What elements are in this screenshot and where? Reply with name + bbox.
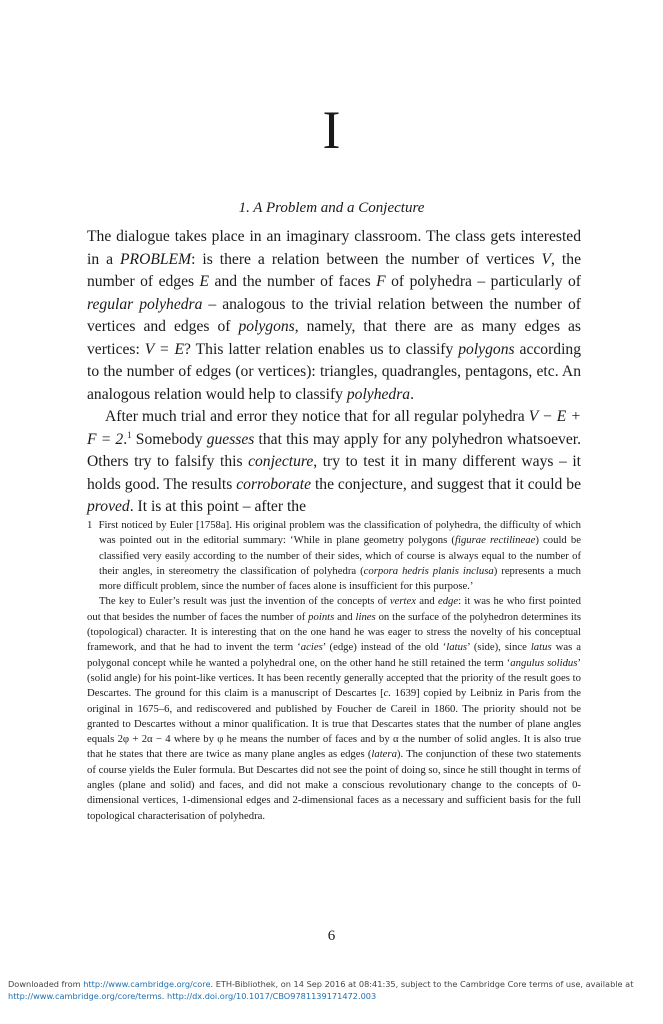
- latin-term: figurae rectilineae: [455, 534, 536, 547]
- page-number: 6: [327, 928, 336, 944]
- emphasis: PROBLEM: [120, 250, 192, 268]
- text: .: [123, 430, 128, 448]
- emphasis: edge: [437, 595, 459, 608]
- latin-term: latus: [446, 641, 468, 654]
- text: that this may apply for any polyhedron whatsoever. Others try to falsify this: [87, 430, 581, 470]
- text: was a polygonal concept while he wanted a polyhedral one, on the other hand he still retained the term ‘: [87, 641, 581, 669]
- text: The key to Euler’s result was just the invention of the concepts of: [99, 595, 390, 608]
- latin-term: latus: [530, 641, 552, 654]
- cambridge-core-link[interactable]: http://www.cambridge.org/core: [83, 979, 211, 989]
- chapter-number: I: [322, 100, 341, 160]
- text: ’ (solid angle) for his point-like vertices. It has been recently generally accepted that the priority of the result goes to Descartes. The ground for this claim is a manuscript of Descartes [: [87, 656, 581, 700]
- text: according to the number of edges (or vertices): triangles, quadrangles, pentagons, etc. An analogous relation would help to classify: [87, 340, 582, 403]
- emphasis: c.: [383, 687, 392, 700]
- emphasis: polygons: [458, 340, 515, 358]
- download-notice: [8, 978, 658, 1002]
- text: and: [416, 595, 438, 608]
- footnote-reference[interactable]: 1: [127, 429, 132, 440]
- emphasis: vertex: [389, 595, 417, 608]
- text: ’ (side), since: [467, 641, 531, 654]
- variable: F: [376, 273, 386, 290]
- emphasis: guesses: [206, 430, 255, 448]
- emphasis: regular polyhedra: [87, 295, 203, 313]
- text: .: [410, 385, 414, 403]
- text: ? This latter relation enables us to classify: [184, 340, 459, 358]
- paragraph-2: [87, 406, 581, 519]
- latin-term: acies: [300, 641, 323, 654]
- text: and the number of faces: [209, 273, 377, 290]
- variable: E: [199, 273, 210, 290]
- text: ) could be classified very easily according to the number of their sides, which of course is always equal to the number of their angles, in stereometry the classification of polyhedra (: [99, 534, 581, 577]
- text: the conjecture, and suggest that it could be: [311, 475, 581, 493]
- text: : is there a relation between the number of vertices: [191, 250, 542, 268]
- section-title: 1. A Problem and a Conjecture: [238, 200, 425, 216]
- text: The dialogue takes place in an imaginary classroom. The class gets interested in a: [87, 228, 581, 268]
- latin-term: angulus solidus: [510, 656, 578, 669]
- emphasis: points: [308, 610, 335, 623]
- emphasis: polygons: [238, 318, 295, 335]
- text: ). The conjunction of these two statements of course yields the Euler formula. But Descartes did not see the point of doing so, since he still thought in terms of angles (plane and solid) and faces, and did not make a conscious revolutionary change to the concepts of 0-dimensional vertices, 1-dimensional edges and 2-dimensional faces as a necessary and sufficient basis for the full topological characterisation of polyhedra.: [87, 748, 581, 822]
- text: : it was he who first pointed out that besides the number of faces the number of: [87, 595, 582, 623]
- text: ) represents a much more difficult problem, since the number of faces alone is insufficient for this purpose.’: [99, 564, 581, 593]
- text: First noticed by Euler [1758a]. His original problem was the classification of polyhedra, the difficulty of which was pointed out in the editorial summary: ‘While in plane geometry polygons (: [98, 519, 582, 547]
- footnote-marker: 1: [87, 519, 93, 531]
- footnote-1: [87, 518, 581, 594]
- equation: V − E + F = 2: [87, 408, 582, 448]
- text: Somebody: [131, 430, 207, 448]
- variable: V: [541, 250, 552, 268]
- doi-link[interactable]: http://dx.doi.org/10.1017/CBO9781139171472.003: [167, 991, 377, 1001]
- emphasis: conjecture: [248, 453, 314, 470]
- footnote-1-continued: [87, 594, 581, 823]
- text: , try to test it in many different ways – it holds good. The results: [87, 453, 581, 493]
- footnotes: [87, 518, 581, 824]
- emphasis: proved: [87, 498, 130, 515]
- text: , the number of edges: [87, 250, 581, 290]
- text: and: [334, 610, 356, 623]
- text: 1639] copied by Leibniz in Paris from the original in 1675–6, and rediscovered and published by Foucher de Careil in 1860. The priority should not be granted to Descartes without a minor qualification. It is true that Descartes states that the number of plane angles equals 2φ + 2α − 4 where by φ he means the number of faces and by α the number of solid angles. It is also true that he states that there are twice as many plane angles as edges (: [87, 687, 581, 761]
- text: Downloaded from: [8, 979, 84, 989]
- text: , namely, that there are as many edges as vertices:: [87, 318, 581, 358]
- emphasis: polyhedra: [346, 385, 411, 403]
- latin-term: latera: [371, 748, 397, 761]
- equation: V = E: [144, 340, 185, 358]
- emphasis: corroborate: [236, 475, 312, 493]
- text: . ETH-Bibliothek, on 14 Sep 2016 at 08:41:35, subject to the Cambridge Core terms of use, available at: [210, 979, 634, 989]
- text: . It is at this point – after the: [129, 498, 306, 515]
- text: After much trial and error they notice that for all regular polyhedra: [105, 408, 529, 425]
- text: .: [161, 991, 167, 1001]
- terms-link[interactable]: http://www.cambridge.org/core/terms: [8, 991, 162, 1001]
- text: of polyhedra – particularly of: [385, 273, 582, 290]
- paragraph-1: [87, 226, 581, 406]
- text: on the surface of the polyhedron determines its (topological) character. It is interesting that on the one hand he was eager to stress the novelty of his conceptual framework, and that he had to invent the term ‘: [87, 610, 581, 654]
- text: ’ (edge) instead of the old ‘: [322, 641, 447, 654]
- emphasis: lines: [355, 610, 376, 623]
- main-text: [87, 226, 581, 519]
- latin-term: corpora hedris planis inclusa: [363, 564, 494, 577]
- text: – analogous to the trivial relation between the number of vertices and edges of: [87, 295, 581, 335]
